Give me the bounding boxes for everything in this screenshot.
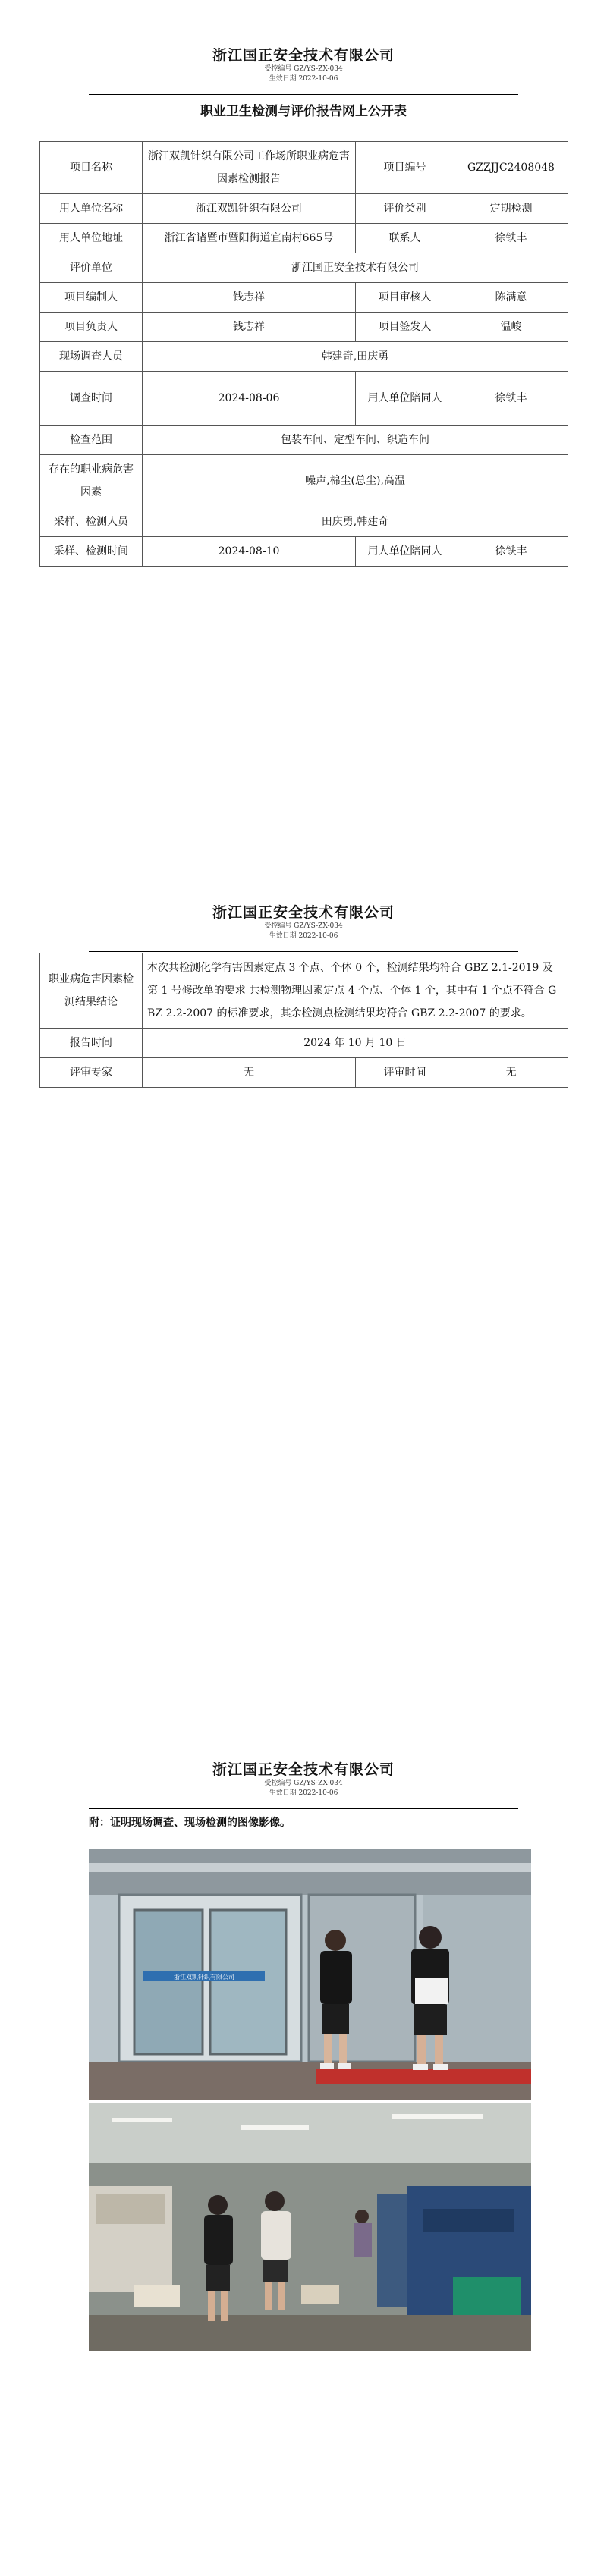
conclusion-text: 本次共检测化学有害因素定点 3 个点、个体 0 个，检测结果均符合 GBZ 2.1-2019 及第 1 号修改单的要求 共检测物理因素定点 4 个点、个体 1 个，其中有 1 个点不符合 GBZ 2.2-2007 的标准要求，其余检测点检测结果均符合 GBZ 2.2-2007 的要求。: [143, 953, 568, 1029]
table-row: [40, 283, 568, 313]
review-time-label: 评审时间: [356, 1058, 454, 1088]
table-row: [40, 253, 568, 283]
contact-label: 联系人: [356, 224, 454, 253]
address-label: 用人单位地址: [40, 224, 143, 253]
table-row: [40, 537, 568, 567]
expert-label: 评审专家: [40, 1058, 143, 1088]
project-name-value: 浙江双凯针织有限公司工作场所职业病危害因素检测报告: [143, 142, 356, 194]
review-time-value: 无: [454, 1058, 568, 1088]
sample-time-label: 采样、检测时间: [40, 537, 143, 567]
eval-org-label: 评价单位: [40, 253, 143, 283]
site-photo-entrance: [89, 1849, 531, 2100]
info-table: [39, 141, 568, 567]
control-number: 受控编号 GZ/YS-ZX-034: [264, 922, 343, 930]
leader-value: 钱志祥: [143, 313, 356, 342]
company-name: 浙江国正安全技术有限公司: [212, 904, 395, 921]
leader-label: 项目负责人: [40, 313, 143, 342]
scope-label: 检查范围: [40, 426, 143, 455]
accompany-label: 用人单位陪同人: [356, 372, 454, 426]
company-name: 浙江国正安全技术有限公司: [212, 1761, 395, 1778]
expert-value: 无: [143, 1058, 356, 1088]
compiler-value: 钱志祥: [143, 283, 356, 313]
eval-type-value: 定期检测: [454, 194, 568, 224]
table-row: [40, 953, 568, 1029]
employer-value: 浙江双凯针织有限公司: [143, 194, 356, 224]
sign-text: 浙江双凯针织有限公司: [174, 1974, 234, 1981]
control-number: 受控编号 GZ/YS-ZX-034: [264, 65, 343, 73]
samplers-value: 田庆勇,韩建奇: [143, 507, 568, 537]
header-divider: [89, 951, 518, 952]
page2-header: [0, 901, 607, 941]
accompany2-label: 用人单位陪同人: [356, 537, 454, 567]
address-value: 浙江省诸暨市暨阳街道宜南村665号: [143, 224, 356, 253]
effective-date: 生效日期 2022-10-06: [269, 932, 338, 940]
table-row: [40, 426, 568, 455]
table-row: [40, 224, 568, 253]
table-row: [40, 455, 568, 507]
issuer-label: 项目签发人: [356, 313, 454, 342]
eval-type-label: 评价类别: [356, 194, 454, 224]
control-number: 受控编号 GZ/YS-ZX-034: [264, 1780, 343, 1787]
eval-org-value: 浙江国正安全技术有限公司: [143, 253, 568, 283]
scope-value: 包装车间、定型车间、织造车间: [143, 426, 568, 455]
contact-value: 徐铁丰: [454, 224, 568, 253]
table-row: [40, 1029, 568, 1058]
effective-date: 生效日期 2022-10-06: [269, 1789, 338, 1797]
conclusion-table: [39, 953, 568, 1088]
page3-header: [0, 1758, 607, 1798]
table-row: [40, 142, 568, 194]
employer-label: 用人单位名称: [40, 194, 143, 224]
surveyors-label: 现场调查人员: [40, 342, 143, 372]
issuer-value: 温峻: [454, 313, 568, 342]
report-time-label: 报告时间: [40, 1029, 143, 1058]
conclusion-label: 职业病危害因素检测结果结论: [40, 953, 143, 1029]
table-row: [40, 194, 568, 224]
report-time-value: 2024 年 10 月 10 日: [143, 1029, 568, 1058]
compiler-label: 项目编制人: [40, 283, 143, 313]
photo-caption: 附：证明现场调查、现场检测的图像影像。: [89, 1817, 291, 1829]
site-photo-workshop: [89, 2103, 531, 2351]
project-name-label: 项目名称: [40, 142, 143, 194]
header-divider: [89, 1808, 518, 1809]
table-row: [40, 507, 568, 537]
page-title: 职业卫生检测与评价报告网上公开表: [200, 104, 407, 119]
effective-date: 生效日期 2022-10-06: [269, 75, 338, 83]
sample-time-value: 2024-08-10: [143, 537, 356, 567]
company-name: 浙江国正安全技术有限公司: [212, 47, 395, 64]
table-row: [40, 313, 568, 342]
hazards-value: 噪声,棉尘(总尘),高温: [143, 455, 568, 507]
project-no-label: 项目编号: [356, 142, 454, 194]
project-no-value: GZZJJC2408048: [454, 142, 568, 194]
reviewer-label: 项目审核人: [356, 283, 454, 313]
table-row: [40, 342, 568, 372]
hazards-label: 存在的职业病危害因素: [40, 455, 143, 507]
samplers-label: 采样、检测人员: [40, 507, 143, 537]
surveyors-value: 韩建奇,田庆勇: [143, 342, 568, 372]
accompany-value: 徐铁丰: [454, 372, 568, 426]
table-row: [40, 1058, 568, 1088]
header-divider: [89, 94, 518, 95]
page1-header: [0, 44, 607, 84]
table-row: [40, 372, 568, 426]
accompany2-value: 徐铁丰: [454, 537, 568, 567]
reviewer-value: 陈满意: [454, 283, 568, 313]
survey-time-label: 调查时间: [40, 372, 143, 426]
survey-time-value: 2024-08-06: [143, 372, 356, 426]
